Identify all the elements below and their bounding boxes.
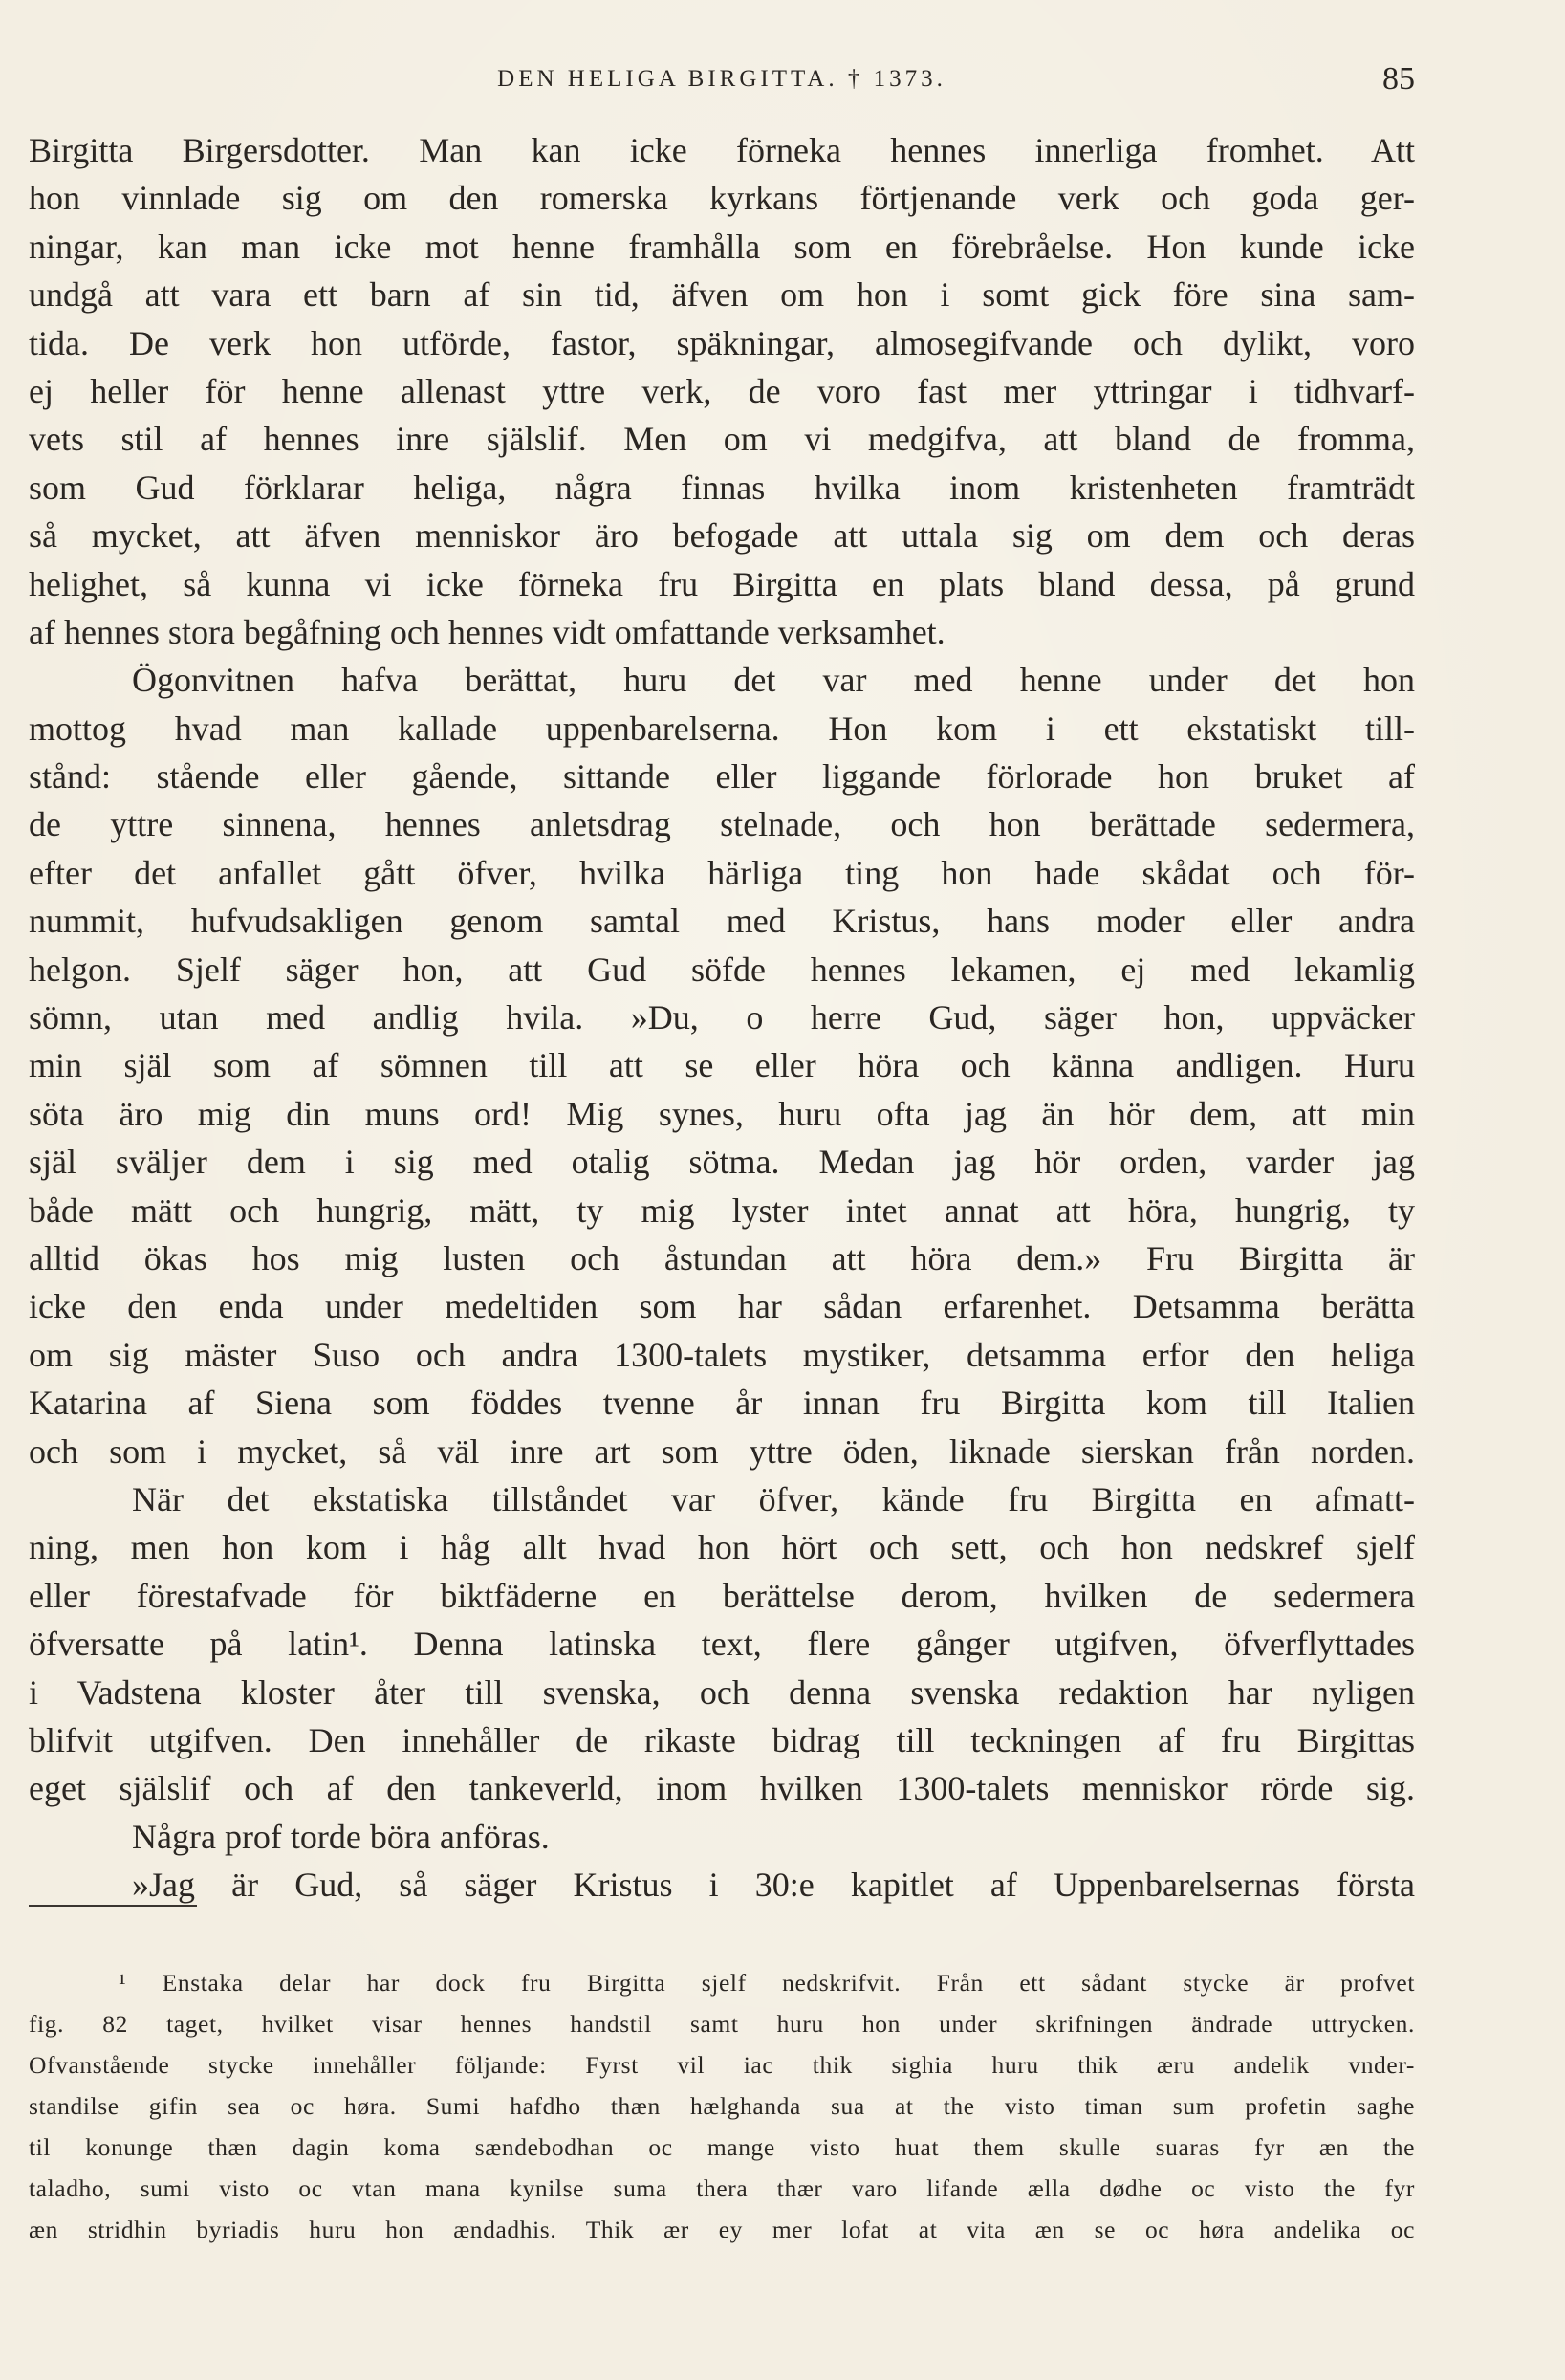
text-line: ej heller för henne allenast yttre verk, de voro fast mer yttringar i tidhvarf- [29, 371, 1415, 410]
text-line: efter det anfallet gått öfver, hvilka härliga ting hon hade skådat och för- [29, 853, 1415, 892]
text-line: af hennes stora begåfning och hennes vidt omfattande verksamhet. [29, 612, 946, 651]
page-number: 85 [1382, 61, 1415, 97]
text-line: »Jag är Gud, så säger Kristus i 30:e kapitlet af Uppenbarelsernas första [132, 1866, 1415, 1905]
footnote-line: ¹ Enstaka delar har dock fru Birgitta sjelf nedskrifvit. Från ett sådant stycke är profvet [119, 1969, 1415, 1997]
text-line: nummit, hufvudsakligen genom samtal med Kristus, hans moder eller andra [29, 902, 1415, 941]
text-line: de yttre sinnena, hennes anletsdrag stelnade, och hon berättade sedermera, [29, 805, 1415, 844]
text-line: både mätt och hungrig, mätt, ty mig lyster intet annat att höra, hungrig, ty [29, 1190, 1415, 1230]
text-line: ningar, kan man icke mot henne framhålla som en förebråelse. Hon kunde icke [29, 227, 1415, 266]
text-line: stånd: stående eller gående, sittande eller liggande förlorade hon bruket af [29, 757, 1415, 797]
text-line: blifvit utgifven. Den innehåller de rikaste bidrag till teckningen af fru Birgittas [29, 1720, 1415, 1759]
text-line: helighet, så kunna vi icke förneka fru Birgitta en plats bland dessa, på grund [29, 564, 1415, 603]
text-line: Några prof torde böra anföras. [132, 1817, 550, 1856]
footnote-line: taladho, sumi visto oc vtan mana kynilse suma thera thær varo lifande ælla dødhe oc visto the fyr [29, 2174, 1415, 2202]
text-line: sömn, utan med andlig hvila. »Du, o herre Gud, säger hon, uppväcker [29, 998, 1415, 1037]
text-line: alltid ökas hos mig lusten och åstundan att höra dem.» Fru Birgitta är [29, 1238, 1415, 1277]
footnote-line: æn stridhin byriadis huru hon ændadhis. Thik ær ey mer lofat at vita æn se oc høra andelika oc [29, 2216, 1415, 2243]
footnote-line: Ofvanstående stycke innehåller följande: Fyrst vil iac thik sighia huru thik æru andelik vnder- [29, 2051, 1415, 2079]
text-line: som Gud förklarar heliga, några finnas hvilka inom kristenheten framträdt [29, 468, 1415, 507]
footnote-line: fig. 82 taget, hvilket visar hennes handstil samt huru hon under skrifningen ändrade uttrycken. [29, 2010, 1415, 2038]
main-text [29, 126, 1415, 1909]
text-line: tida. De verk hon utförde, fastor, späkningar, almosegifvande och dylikt, voro [29, 323, 1415, 362]
text-line: vets stil af hennes inre själslif. Men om vi medgifva, att bland de fromma, [29, 420, 1415, 459]
text-line: eller förestafvade för biktfäderne en berättelse derom, hvilken de sedermera [29, 1576, 1415, 1615]
text-line: själ sväljer dem i sig med otalig sötma. Medan jag hör orden, varder jag [29, 1143, 1415, 1182]
text-line: så mycket, att äfven menniskor äro befogade att uttala sig om dem och deras [29, 516, 1415, 556]
text-line: och som i mycket, så väl inre art som yttre öden, liknade sierskan från norden. [29, 1431, 1415, 1471]
text-line: undgå att vara ett barn af sin tid, äfven om hon i somt gick före sina sam- [29, 275, 1415, 315]
text-line: i Vadstena kloster åter till svenska, och denna svenska redaktion har nyligen [29, 1672, 1415, 1712]
text-line: öfversatte på latin¹. Denna latinska text, flere gånger utgifven, öfverflyttades [29, 1625, 1415, 1664]
footnote-divider [29, 1905, 197, 1907]
text-line: helgon. Sjelf säger hon, att Gud söfde hennes lekamen, ej med lekamlig [29, 950, 1415, 989]
text-line: mottog hvad man kallade uppenbarelserna. Hon kom i ett ekstatiskt till- [29, 709, 1415, 748]
text-line: Katarina af Siena som föddes tvenne år innan fru Birgitta kom till Italien [29, 1384, 1415, 1423]
text-line: om sig mäster Suso och andra 1300-talets mystiker, detsamma erfor den heliga [29, 1335, 1415, 1374]
text-line: icke den enda under medeltiden som har sådan erfarenhet. Detsamma berätta [29, 1287, 1415, 1326]
text-line: När det ekstatiska tillståndet var öfver, kände fru Birgitta en afmatt- [132, 1479, 1415, 1518]
page-header [29, 55, 1415, 113]
footnote [29, 1962, 1415, 2250]
text-line: Birgitta Birgersdotter. Man kan icke förneka hennes innerliga fromhet. Att [29, 131, 1415, 169]
text-line: ning, men hon kom i håg allt hvad hon hört och sett, och hon nedskref sjelf [29, 1528, 1415, 1567]
footnote-line: til konunge thæn dagin koma sændebodhan oc mange visto huat them skulle suaras fyr æn the [29, 2133, 1415, 2161]
text-line: söta äro mig din muns ord! Mig synes, huru ofta jag än hör dem, att min [29, 1094, 1415, 1133]
footnote-line: standilse gifin sea oc høra. Sumi hafdho thæn hælghanda sua at the visto timan sum profetin saghe [29, 2092, 1415, 2120]
text-line: hon vinnlade sig om den romerska kyrkans förtjenande verk och goda ger- [29, 179, 1415, 218]
text-line: Ögonvitnen hafva berättat, huru det var med henne under det hon [132, 661, 1415, 700]
text-line: min själ som af sömnen till att se eller höra och känna andligen. Huru [29, 1046, 1415, 1085]
running-head: DEN HELIGA BIRGITTA. † 1373. [497, 66, 946, 92]
text-line: eget själslif och af den tankeverld, inom hvilken 1300-talets menniskor rörde sig. [29, 1769, 1415, 1808]
